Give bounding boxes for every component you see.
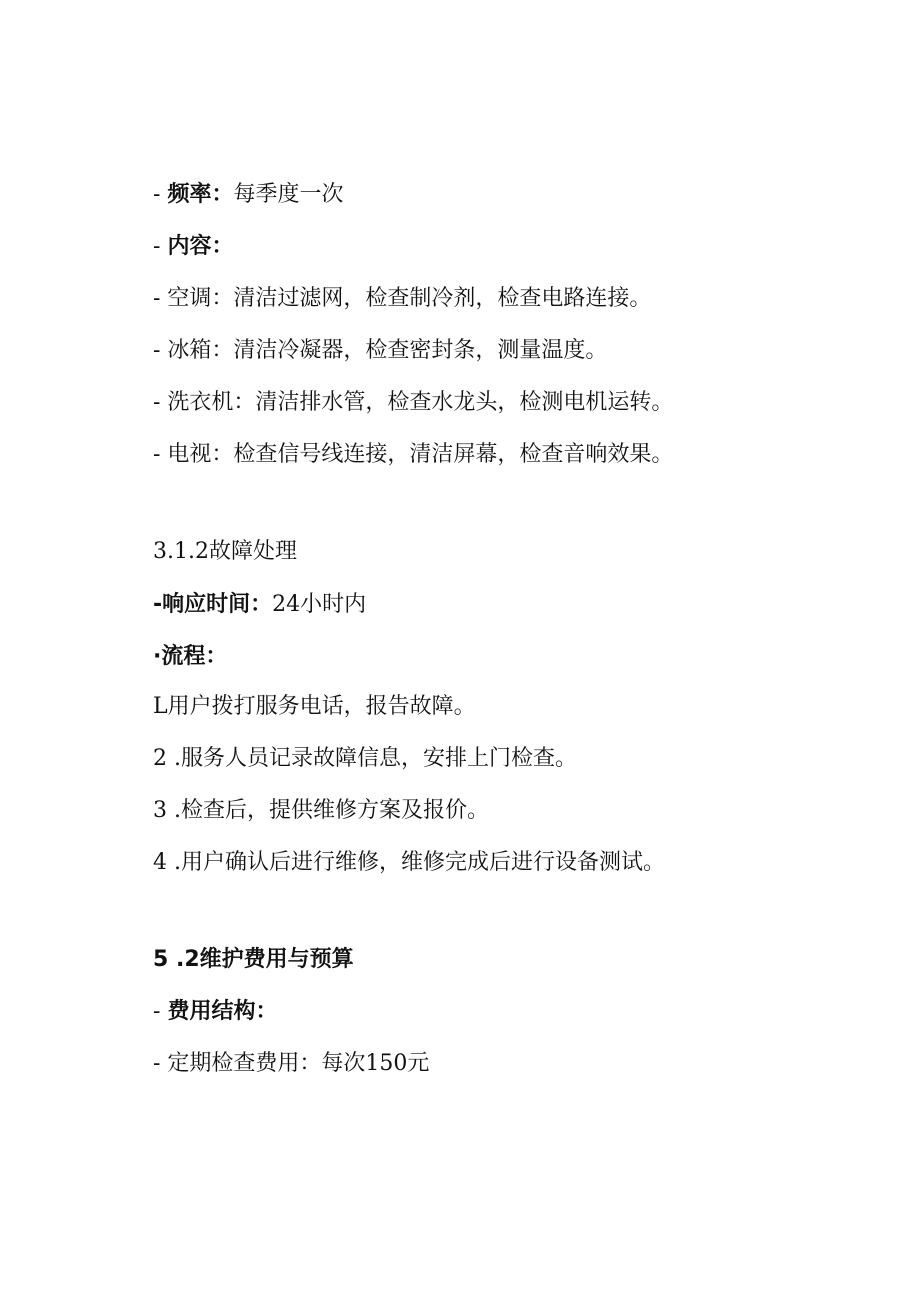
section-heading-fault: 3.1.2故障处理	[153, 539, 297, 564]
step-1: L用户拨打服务电话，报告故障。	[153, 694, 476, 719]
item-aircon: - 空调：清洁过滤网，检查制冷剂，检查电路连接。	[153, 286, 652, 311]
response-value: 24小时内	[272, 592, 367, 617]
frequency-label: 频率：	[167, 182, 234, 207]
content-line	[153, 232, 233, 262]
step-4: 4 .用户确认后进行维修，维修完成后进行设备测试。	[153, 850, 665, 875]
item-fridge: - 冰箱：清洁冷凝器，检查密封条，测量温度。	[153, 338, 608, 363]
process-label: ·流程：	[153, 644, 228, 669]
frequency-value: 每季度一次	[233, 182, 344, 207]
response-label: -响应时间：	[153, 592, 273, 617]
fee-item: - 定期检查费用：每次150元	[153, 1051, 430, 1076]
structure-line	[153, 997, 277, 1027]
frequency-dash: -	[153, 182, 168, 207]
step-3: 3 .检查后，提供维修方案及报价。	[153, 798, 489, 823]
structure-dash: -	[153, 999, 168, 1024]
frequency-line	[153, 180, 343, 210]
item-tv: - 电视：检查信号线连接，清洁屏幕，检查音响效果。	[153, 442, 674, 467]
step-2: 2 .服务人员记录故障信息，安排上门检查。	[153, 746, 577, 771]
section-heading-cost: 5 .2维护费用与预算	[153, 947, 354, 972]
content-label: 内容：	[167, 234, 234, 259]
structure-label: 费用结构：	[167, 999, 278, 1024]
content-dash: -	[153, 234, 168, 259]
response-line	[153, 590, 366, 620]
item-washer: - 洗衣机：清洁排水管，检查水龙头，检测电机运转。	[153, 390, 674, 415]
